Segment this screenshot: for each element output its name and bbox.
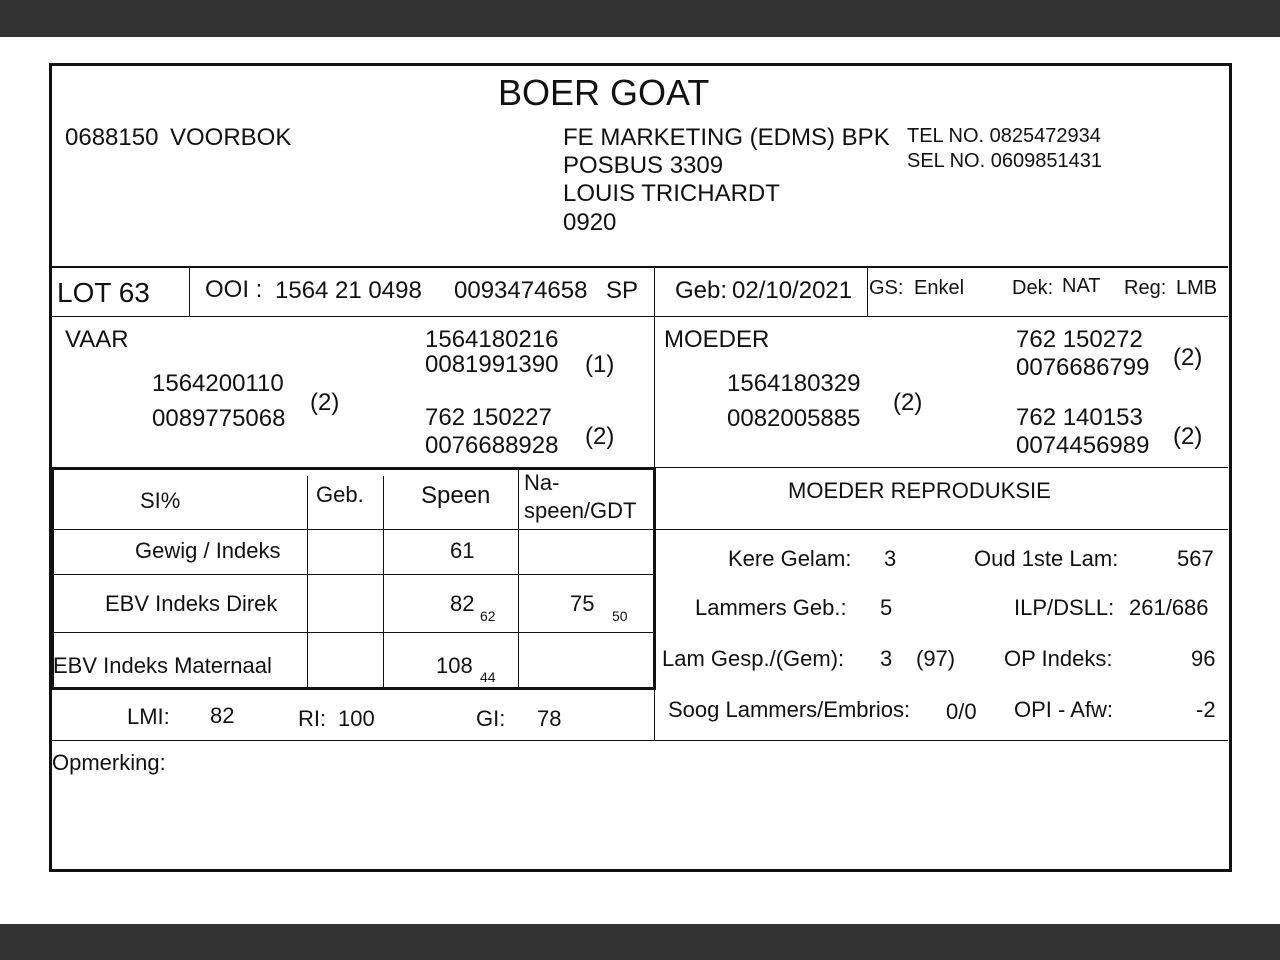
- soog-value: 0/0: [946, 699, 977, 724]
- perf-header-na1: Na-: [524, 470, 560, 495]
- lamgeb-value: 5: [880, 595, 893, 620]
- vaar-dam-b: 0076688928: [425, 432, 559, 459]
- oud-label: Oud 1ste Lam:: [974, 546, 1119, 571]
- perf-row3-label: EBV Indeks Maternaal: [53, 653, 272, 678]
- ooi-number: 1564 21 0498: [275, 277, 422, 304]
- perf-row1-speen: 61: [450, 538, 475, 563]
- top-bar: [0, 0, 1280, 37]
- perf-row2-label: EBV Indeks Direk: [105, 591, 278, 616]
- gs-value: Enkel: [914, 277, 965, 299]
- vaar-dam-a: 762 150227: [425, 404, 552, 431]
- seller-postcode: 0920: [563, 209, 617, 236]
- animal-type: VOORBOK: [170, 124, 292, 151]
- perf-row2-speen-sub: 62: [480, 608, 496, 624]
- ooi-label: OOI :: [205, 276, 263, 303]
- gesp-label: Lam Gesp./(Gem):: [662, 646, 845, 671]
- vaar-sire-b: 0081991390: [425, 351, 559, 378]
- vaar-dam-note: (2): [585, 423, 615, 450]
- perf-header-geb: Geb.: [316, 482, 364, 507]
- moeder-main-note: (2): [893, 389, 923, 416]
- soog-label: Soog Lammers/Embrios:: [668, 697, 911, 722]
- perf-row1-label: Gewig / Indeks: [135, 538, 281, 563]
- bottom-bar: [0, 924, 1280, 960]
- divider-lot: [50, 316, 1228, 317]
- seller-tel: TEL NO. 0825472934: [907, 125, 1101, 147]
- divider-header: [50, 266, 1228, 268]
- moeder-sire-a: 762 150272: [1016, 326, 1143, 353]
- perf-row3-speen: 108: [436, 653, 473, 678]
- ri-label: RI:: [298, 706, 327, 731]
- opi-label: OPI - Afw:: [1014, 697, 1114, 722]
- moeder-main-b: 0082005885: [727, 405, 861, 432]
- divider-repro-header: [52, 529, 1228, 530]
- lot-label: LOT 63: [57, 277, 150, 308]
- vaar-main-b: 0089775068: [152, 405, 286, 432]
- geb-value: 02/10/2021: [732, 277, 853, 304]
- vaar-main-a: 1564200110: [152, 370, 284, 397]
- moeder-sire-b: 0076686799: [1016, 354, 1150, 381]
- gesp-value: 3: [880, 646, 893, 671]
- lmi-value: 82: [210, 703, 235, 728]
- op-value: 96: [1191, 646, 1216, 671]
- divider-geb-right: [867, 267, 868, 317]
- moeder-label: MOEDER: [664, 326, 770, 353]
- gi-label: GI:: [476, 706, 506, 731]
- opi-value: -2: [1196, 697, 1216, 722]
- perf-row2-na-sub: 50: [612, 608, 628, 624]
- vaar-main-note: (2): [310, 389, 340, 416]
- seller-sel: SEL NO. 0609851431: [907, 150, 1102, 172]
- geb-label: Geb:: [675, 277, 728, 304]
- dek-value: NAT: [1062, 275, 1101, 297]
- reg-label: Reg:: [1124, 277, 1167, 299]
- vaar-sire-note: (1): [585, 351, 615, 378]
- divider-row1: [52, 574, 655, 575]
- ri-value: 100: [338, 706, 375, 731]
- perf-row2-na: 75: [570, 591, 595, 616]
- divider-indices: [50, 740, 1228, 741]
- oud-value: 567: [1177, 546, 1214, 571]
- perf-col-na: [518, 470, 519, 688]
- seller-address2: LOUIS TRICHARDT: [563, 180, 780, 207]
- ilp-value: 261/686: [1129, 595, 1209, 620]
- perf-col-geb: [307, 476, 308, 688]
- perf-table-bottom: [52, 687, 656, 690]
- ooi-id: 0093474658: [454, 277, 588, 304]
- vaar-label: VAAR: [65, 326, 129, 353]
- page-title: BOER GOAT: [498, 72, 710, 113]
- gesp-gem: (97): [916, 646, 956, 671]
- moeder-dam-a: 762 140153: [1016, 404, 1143, 431]
- dek-label: Dek:: [1012, 277, 1054, 299]
- perf-table-right: [653, 467, 656, 689]
- lmi-label: LMI:: [127, 704, 170, 729]
- perf-header-si: SI%: [140, 488, 181, 513]
- divider-lot-right: [189, 267, 190, 317]
- remarks-label: Opmerking:: [52, 750, 166, 775]
- reg-value: LMB: [1176, 277, 1218, 299]
- kere-value: 3: [884, 546, 897, 571]
- perf-table-top: [52, 467, 656, 470]
- moeder-dam-b: 0074456989: [1016, 432, 1150, 459]
- moeder-sire-note: (2): [1173, 344, 1203, 371]
- op-label: OP Indeks:: [1004, 646, 1113, 671]
- repro-header: MOEDER REPRODUKSIE: [788, 478, 1051, 503]
- perf-header-na2: speen/GDT: [524, 498, 637, 523]
- divider-row2: [52, 632, 655, 633]
- ooi-code: SP: [606, 277, 639, 304]
- animal-number: 0688150: [65, 124, 159, 151]
- gi-value: 78: [537, 706, 562, 731]
- moeder-dam-note: (2): [1173, 423, 1203, 450]
- seller-address1: POSBUS 3309: [563, 152, 724, 179]
- seller-name: FE MARKETING (EDMS) BPK: [563, 124, 890, 151]
- perf-row3-speen-sub: 44: [480, 669, 496, 685]
- lamgeb-label: Lammers Geb.:: [695, 595, 847, 620]
- moeder-main-a: 1564180329: [727, 370, 861, 397]
- perf-row2-speen: 82: [450, 591, 475, 616]
- vaar-sire-a: 1564180216: [425, 326, 559, 353]
- perf-col-speen: [383, 476, 384, 688]
- perf-header-speen: Speen: [421, 482, 491, 509]
- gs-label: GS:: [869, 277, 904, 299]
- ilp-label: ILP/DSLL:: [1014, 595, 1115, 620]
- kere-label: Kere Gelam:: [728, 546, 852, 571]
